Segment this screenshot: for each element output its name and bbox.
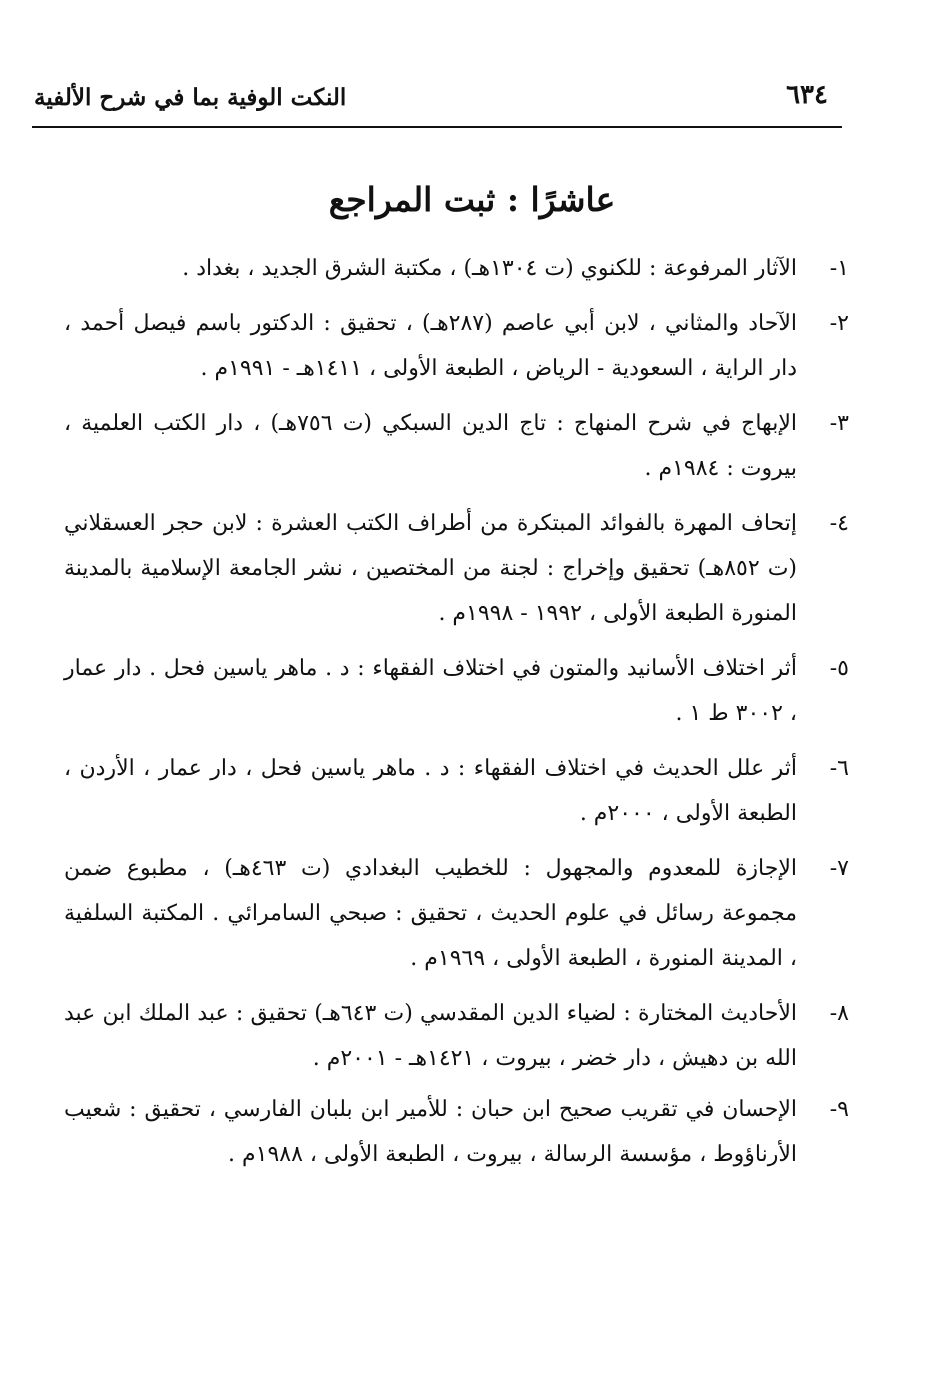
reference-entry bbox=[64, 1087, 849, 1177]
section-title: عاشرًا : ثبت المراجع bbox=[328, 180, 616, 219]
reference-entry bbox=[64, 301, 849, 391]
entry-number: ٨- bbox=[829, 1001, 849, 1026]
entry-number: ٥- bbox=[829, 656, 849, 681]
running-header bbox=[32, 78, 842, 128]
reference-entry bbox=[64, 501, 849, 636]
entry-number: ٤- bbox=[829, 511, 849, 536]
entry-number: ٢- bbox=[829, 311, 849, 336]
entry-text: إتحاف المهرة بالفوائد المبتكرة من أطراف الكتب العشرة : لابن حجر العسقلاني (ت ٨٥٢هـ) تحقيق وإخراج : لجنة من المختصين ، نشر الجامعة الإسلامية بالمدينة المنورة الطبعة الأولى ، ١٩٩٢ - ١٩٩٨م . bbox=[64, 511, 797, 626]
entry-number: ٧- bbox=[829, 856, 849, 881]
entry-text: الإجازة للمعدوم والمجهول : للخطيب البغدادي (ت ٤٦٣هـ) ، مطبوع ضمن مجموعة رسائل في علوم الحديث ، تحقيق : صبحي السامرائي . المكتبة السلفية ، المدينة المنورة ، الطبعة الأولى ، ١٩٦٩م . bbox=[64, 856, 797, 971]
entry-text: الآثار المرفوعة : للكنوي (ت ١٣٠٤هـ) ، مكتبة الشرق الجديد ، بغداد . bbox=[182, 256, 797, 281]
reference-entry bbox=[64, 846, 849, 981]
reference-list bbox=[64, 246, 849, 1177]
reference-entry bbox=[64, 991, 849, 1081]
reference-entry bbox=[64, 246, 849, 291]
entry-text: الإبهاج في شرح المنهاج : تاج الدين السبكي (ت ٧٥٦هـ) ، دار الكتب العلمية ، بيروت : ١٩٨٤م . bbox=[64, 411, 797, 481]
reference-entry bbox=[64, 401, 849, 491]
entry-text: الإحسان في تقريب صحيح ابن حبان : للأمير ابن بلبان الفارسي ، تحقيق : شعيب الأرناؤوط ، مؤسسة الرسالة ، بيروت ، الطبعة الأولى ، ١٩٨٨م . bbox=[64, 1097, 797, 1167]
entry-number: ١- bbox=[829, 256, 849, 281]
entry-text: الأحاديث المختارة : لضياء الدين المقدسي (ت ٦٤٣هـ) تحقيق : عبد الملك ابن عبد الله بن دهيش ، دار خضر ، بيروت ، ١٤٢١هـ - ٢٠٠١م . bbox=[64, 1001, 797, 1071]
book-title: النكت الوفية بما في شرح الألفية bbox=[34, 84, 347, 111]
reference-entry bbox=[64, 646, 849, 736]
entry-number: ٣- bbox=[829, 411, 849, 436]
entry-number: ٩- bbox=[829, 1097, 849, 1122]
entry-text: أثر اختلاف الأسانيد والمتون في اختلاف الفقهاء : د . ماهر ياسين فحل . دار عمار ، ٣٠٠٢ ط ١ . bbox=[64, 656, 797, 726]
entry-text: أثر علل الحديث في اختلاف الفقهاء : د . ماهر ياسين فحل ، دار عمار ، الأردن ، الطبعة الأولى ، ٢٠٠٠م . bbox=[64, 756, 797, 826]
entry-text: الآحاد والمثاني ، لابن أبي عاصم (٢٨٧هـ) ، تحقيق : الدكتور باسم فيصل أحمد ، دار الراية ، السعودية - الرياض ، الطبعة الأولى ، ١٤١١هـ - ١٩٩١م . bbox=[64, 311, 797, 381]
page-number: ٦٣٤ bbox=[786, 80, 828, 110]
entry-number: ٦- bbox=[829, 756, 849, 781]
reference-entry bbox=[64, 746, 849, 836]
